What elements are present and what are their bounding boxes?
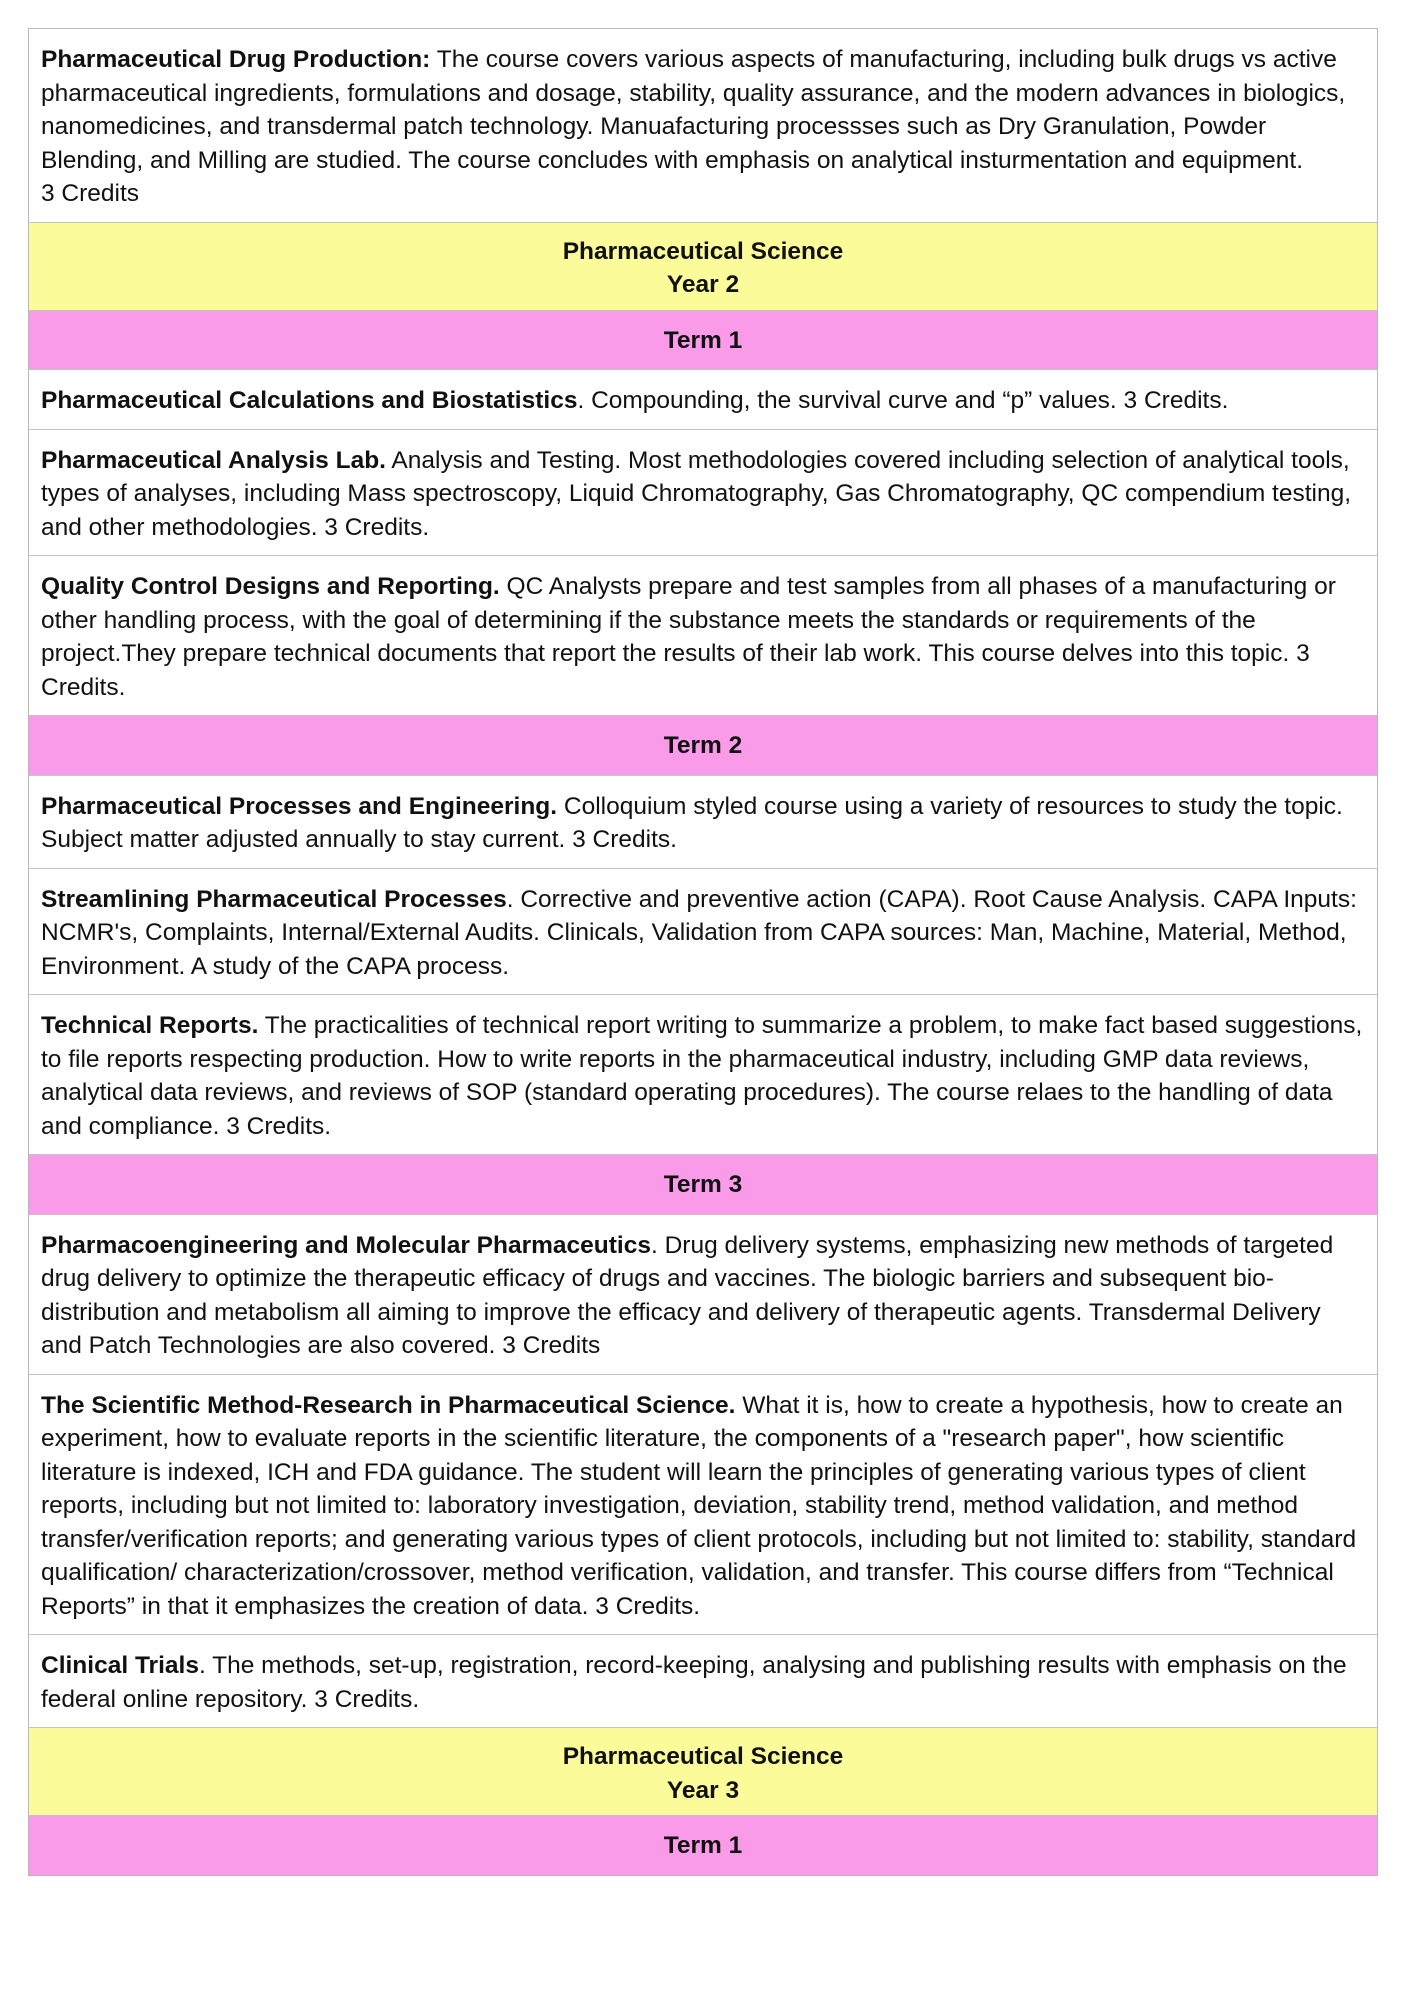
program-name: Pharmaceutical Science (562, 1743, 844, 1770)
term-label: Term 3 (663, 1171, 743, 1198)
curriculum-table (28, 28, 1378, 1876)
term-label: Term 1 (663, 326, 743, 354)
term-label: Term 2 (663, 732, 743, 759)
year-label: Year 3 (666, 1776, 740, 1804)
course-title: Pharmaceutical Calculations and Biostatistics (41, 387, 578, 414)
course-title: Pharmaceutical Drug Production: (41, 46, 431, 73)
program-name: Pharmaceutical Science (562, 237, 844, 265)
course-title: Pharmaceutical Analysis Lab. (41, 446, 386, 474)
course-title: Pharmaceutical Processes and Engineering. (41, 792, 558, 820)
year-header-year-2 (29, 223, 1377, 311)
year-header-year-3 (29, 1728, 1377, 1816)
course-description: . The methods, set-up, registration, record-keeping, analysing and publishing results with emphasis on the federal online repository. 3 Credits. (41, 1652, 1347, 1713)
course-title: Quality Control Designs and Reporting. (41, 573, 500, 600)
course-entry-scientific-method (29, 1375, 1377, 1636)
course-description: The course covers various aspects of manufacturing, including bulk drugs vs active pharmaceutical ingredients, formulations and dosage, stability, quality assurance, and the modern advances in biologics, nanomedicines, and transdermal patch technology. Manuafacturing processses such as Dry Granulation, Powder Blending, and Milling are studied. The course concludes with emphasis on analytical insturmentation and equipment. (41, 46, 1346, 174)
course-description: QC Analysts prepare and test samples from all phases of a manufacturing or other handling process, with the goal of determining if the substance meets the standards or requirements of the project.They prepare technical documents that report the results of their lab work. This course delves into this topic. 3 Credits. (41, 573, 1336, 701)
course-description: Colloquium styled course using a variety of resources to study the topic. Subject matter adjusted annually to stay current. 3 Credits. (41, 792, 1343, 853)
term-header-year-2-term-1 (29, 311, 1377, 371)
course-entry-calculations-biostatistics (29, 370, 1377, 430)
course-entry-quality-control (29, 556, 1377, 716)
course-description: Analysis and Testing. Most methodologies covered including selection of analytical tools, types of analyses, including Mass spectroscopy, Liquid Chromatography, Gas Chromatography, QC compendium testing, and other methodologies. 3 Credits. (41, 446, 1352, 541)
course-title: Clinical Trials (41, 1652, 199, 1679)
course-description: . Compounding, the survival curve and “p” values. 3 Credits. (577, 387, 1229, 414)
term-label: Term 1 (663, 1832, 743, 1859)
course-title: Streamlining Pharmaceutical Processes (41, 885, 507, 913)
course-description: The practicalities of technical report writing to summarize a problem, to make fact based suggestions, to file reports respecting production. How to write reports in the pharmaceutical industry, including GMP data reviews, analytical data reviews, and reviews of SOP (standard operating procedures). The course relaes to the handling of data and compliance. 3 Credits. (41, 1012, 1363, 1140)
course-title: Pharmacoengineering and Molecular Pharmaceutics (41, 1231, 651, 1259)
course-entry-clinical-trials (29, 1635, 1377, 1728)
course-entry-streamlining-processes (29, 869, 1377, 996)
course-title: The Scientific Method-Research in Pharmaceutical Science. (41, 1391, 736, 1419)
year-label: Year 2 (666, 271, 740, 298)
term-header-year-3-term-1 (29, 1816, 1377, 1875)
term-header-year-2-term-3 (29, 1155, 1377, 1215)
course-title: Technical Reports. (41, 1012, 259, 1039)
course-entry-pharmacoengineering (29, 1215, 1377, 1375)
course-entry-technical-reports (29, 995, 1377, 1155)
term-header-year-2-term-2 (29, 716, 1377, 776)
course-description: What it is, how to create a hypothesis, how to create an experiment, how to evaluate reports in the scientific literature, the components of a "research paper", how scientific literature is indexed, ICH and FDA guidance. The student will learn the principles of generating various types of client reports, including but not limited to: laboratory investigation, deviation, stability trend, method validation, and method transfer/verification reports; and generating various types of client protocols, including but not limited to: stability, standard qualification/ characterization/crossover, method verification, validation, and transfer. This course differs from “Technical Reports” in that it emphasizes the creation of data. 3 Credits. (41, 1391, 1357, 1620)
course-entry-drug-production (29, 29, 1377, 223)
course-entry-processes-engineering (29, 776, 1377, 869)
course-description: . Drug delivery systems, emphasizing new methods of targeted drug delivery to optimize the therapeutic efficacy of drugs and vaccines. The biologic barriers and subsequent bio-distribution and metabolism all aiming to improve the efficacy and delivery of therapeutic agents. Transdermal Delivery and Patch Technologies are also covered. 3 Credits (41, 1231, 1334, 1359)
course-description: . Corrective and preventive action (CAPA). Root Cause Analysis. CAPA Inputs: NCMR's, Complaints, Internal/External Audits. Clinicals, Validation from CAPA sources: Man, Machine, Material, Method, Environment. A study of the CAPA process. (41, 885, 1357, 980)
course-credits: 3 Credits (41, 180, 140, 207)
course-entry-analysis-lab (29, 430, 1377, 557)
